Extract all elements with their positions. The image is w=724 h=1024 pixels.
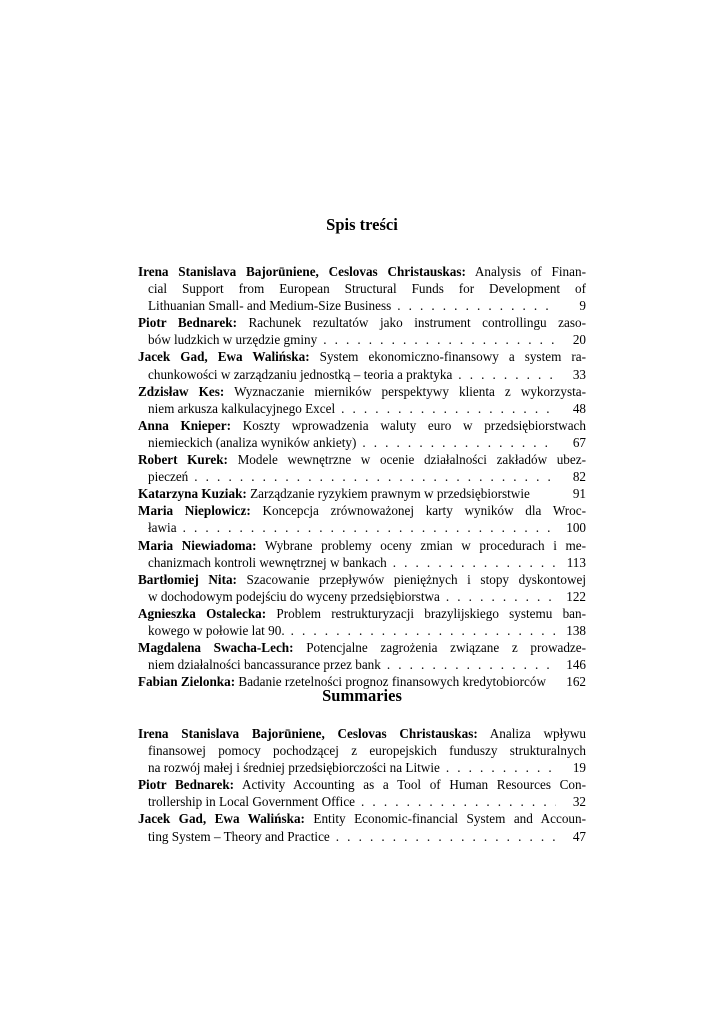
entry-line [138,537,586,554]
entry-line [138,263,586,280]
entry-title-text: Zarządzanie ryzykiem prawnym w przedsiębiorstwie [250,486,530,502]
page-number: 138 [566,622,586,638]
toc-list [138,263,586,690]
dot-leader [323,331,556,348]
entry-line [138,366,586,383]
page-number: 19 [572,760,586,776]
toc-title: Spis treści [326,215,398,234]
entry-line [138,639,586,656]
toc-entry [138,383,586,417]
entry-line [138,725,586,742]
entry-line [138,280,586,297]
page-number: 162 [566,674,586,690]
toc-entry [138,605,586,639]
entry-title-text: Rachunek rezultatów jako instrument controllingu zaso- [248,315,586,331]
entry-title-text: kowego w połowie lat 90. [148,622,285,638]
entry-author: Bartłomiej Nita: [138,571,237,587]
dot-leader [336,828,556,845]
page-number: 9 [579,298,586,314]
page-number: 33 [572,366,586,382]
page-number: 91 [572,486,586,502]
entry-author: Piotr Bednarek: [138,315,237,331]
dot-leader [446,759,556,776]
dot-leader [341,400,556,417]
entry-line [138,331,586,348]
toc-entry [138,502,586,536]
entry-author: Katarzyna Kuziak: [138,486,247,502]
entry-line [138,434,586,451]
entry-author: Maria Nieplowicz: [138,503,251,519]
entry-title-text: pieczeń [148,469,189,485]
entry-line [138,417,586,434]
entry-title-text: Lithuanian Small- and Medium-Size Business [148,298,392,314]
toc-entry [138,639,586,673]
entry-line [138,588,586,605]
toc-entry [138,485,586,502]
entry-title-text: Potencjalne zagrożenia związane z prowadze- [306,640,586,656]
entry-author: Zdzisław Kes: [138,383,225,399]
toc-entry [138,571,586,605]
entry-line [138,828,586,845]
entry-line [138,348,586,365]
entry-title-text: Entity Economic-financial System and Accoun- [313,811,586,827]
dot-leader [361,793,556,810]
entry-line [138,605,586,622]
entry-line [138,622,586,639]
entry-title-text: ting System – Theory and Practice [148,828,330,844]
page-number: 32 [572,794,586,810]
entry-author: Piotr Bednarek: [138,777,235,793]
dot-leader [387,656,556,673]
entry-line [138,554,586,571]
summaries-list [138,725,586,845]
entry-author: Jacek Gad, Ewa Walińska: [138,349,310,365]
entry-title-text: chanizmach kontroli wewnętrznej w bankach [148,554,387,570]
dot-leader [183,519,556,536]
entry-line [138,451,586,468]
entry-line [138,776,586,793]
entry-title-text: Analiza wpływu [489,726,586,741]
toc-entry [138,263,586,314]
page-number: 47 [572,828,586,844]
entry-title-text: niemieckich (analiza wyników ankiety) [148,434,357,450]
entry-title-text: bów ludzkich w urzędzie gminy [148,332,318,348]
entry-author: Fabian Zielonka: [138,674,236,690]
dot-leader [362,434,556,451]
page-number: 82 [572,469,586,485]
entry-author: Agnieszka Ostalecka: [138,605,267,621]
entry-author: Irena Stanislava Bajorūniene, Ceslovas Christauskas: [138,726,478,741]
entry-title-text: w dochodowym podejściu do wyceny przedsiębiorstwa [148,588,440,604]
entry-line-text [148,759,440,776]
entry-title-text: Modele wewnętrzne w ocenie działalności zakładów ubez- [237,452,586,468]
entry-title-text: chunkowości w zarządzaniu jednostką – teoria a praktyka [148,366,453,382]
entry-author: Irena Stanislava Bajorūniene, Ceslovas Christauskas: [138,264,466,279]
toc-entry [138,725,586,776]
page-number: 113 [566,554,586,570]
entry-line-text [148,588,440,605]
entry-title-text: niem arkusza kalkulacyjnego Excel [148,400,336,416]
entry-line-text [138,485,530,502]
entry-author: Maria Niewiadoma: [138,537,257,553]
entry-title-text: trollership in Local Government Office [148,794,356,810]
entry-line [138,314,586,331]
page-number: 67 [572,434,586,450]
entry-line-text [148,331,317,348]
entry-line [138,468,586,485]
entry-line [138,742,586,759]
entry-title-text: finansowej pomocy pochodzącej z europejskich funduszy strukturalnych [148,743,586,759]
entry-line-text [148,554,387,571]
entry-line-text [148,793,355,810]
entry-title-text: Koszty wprowadzenia waluty euro w przedsiębiorstwach [242,417,586,433]
toc-entry [138,314,586,348]
dot-leader [291,622,556,639]
page-number: 146 [566,657,586,673]
entry-title-text: Problem restrukturyzacji brazylijskiego systemu ban- [276,605,586,621]
page-number: 122 [566,588,586,604]
entry-title-text: Wybrane problemy oceny zmian w procedurach i me- [264,537,586,553]
entry-line [138,793,586,810]
toc-entry [138,417,586,451]
entry-title-text: ławia [148,520,177,536]
entry-title-text: Koncepcja zrównoważonej karty wyników dla Wroc- [262,503,586,519]
summaries-title: Summaries [322,686,402,705]
entry-title-text: Activity Accounting as a Tool of Human Resources Con- [241,777,586,793]
entry-title-text: Szacowanie przepływów pieniężnych i stopy dyskontowej [246,571,586,587]
entry-title-text: Wyznaczanie mierników perspektywy klienta z wykorzysta- [234,383,586,399]
entry-line-text [148,468,188,485]
dot-leader [446,588,556,605]
entry-line-text [148,656,381,673]
toc-entry [138,451,586,485]
entry-line-text [148,519,177,536]
entry-author: Anna Knieper: [138,417,232,433]
dot-leader [194,468,556,485]
entry-line-text [148,400,335,417]
entry-title-text: cial Support from European Structural Funds for Development of [148,281,586,297]
entry-line [138,502,586,519]
entry-line-text [148,434,356,451]
dot-leader [393,554,556,571]
entry-title-text: System ekonomiczno-finansowy a system ra- [319,349,586,365]
entry-author: Magdalena Swacha-Lech: [138,640,294,656]
entry-line [138,810,586,827]
toc-entry [138,776,586,810]
entry-line-text [148,297,391,314]
entry-line [138,519,586,536]
entry-line [138,400,586,417]
entry-line [138,759,586,776]
entry-line [138,656,586,673]
entry-line-text [148,622,285,639]
entry-line [138,297,586,314]
page-number: 48 [572,400,586,416]
toc-entry [138,537,586,571]
entry-line-text [148,366,452,383]
entry-title-text: Badanie rzetelności prognoz finansowych kredytobiorców [238,674,547,690]
dot-leader [397,297,556,314]
entry-line [138,485,586,502]
entry-author: Robert Kurek: [138,452,228,468]
entry-line [138,571,586,588]
entry-title-text: niem działalności bancassurance przez bank [148,657,381,673]
entry-title-text: Analysis of Finan- [474,264,586,279]
dot-leader [458,366,556,383]
toc-entry [138,348,586,382]
page-number: 100 [566,520,586,536]
entry-title-text: na rozwój małej i średniej przedsiębiorczości na Litwie [148,760,440,776]
toc-entry [138,810,586,844]
entry-line-text [148,828,330,845]
entry-line [138,383,586,400]
page-number: 20 [572,332,586,348]
entry-author: Jacek Gad, Ewa Walińska: [138,811,305,827]
